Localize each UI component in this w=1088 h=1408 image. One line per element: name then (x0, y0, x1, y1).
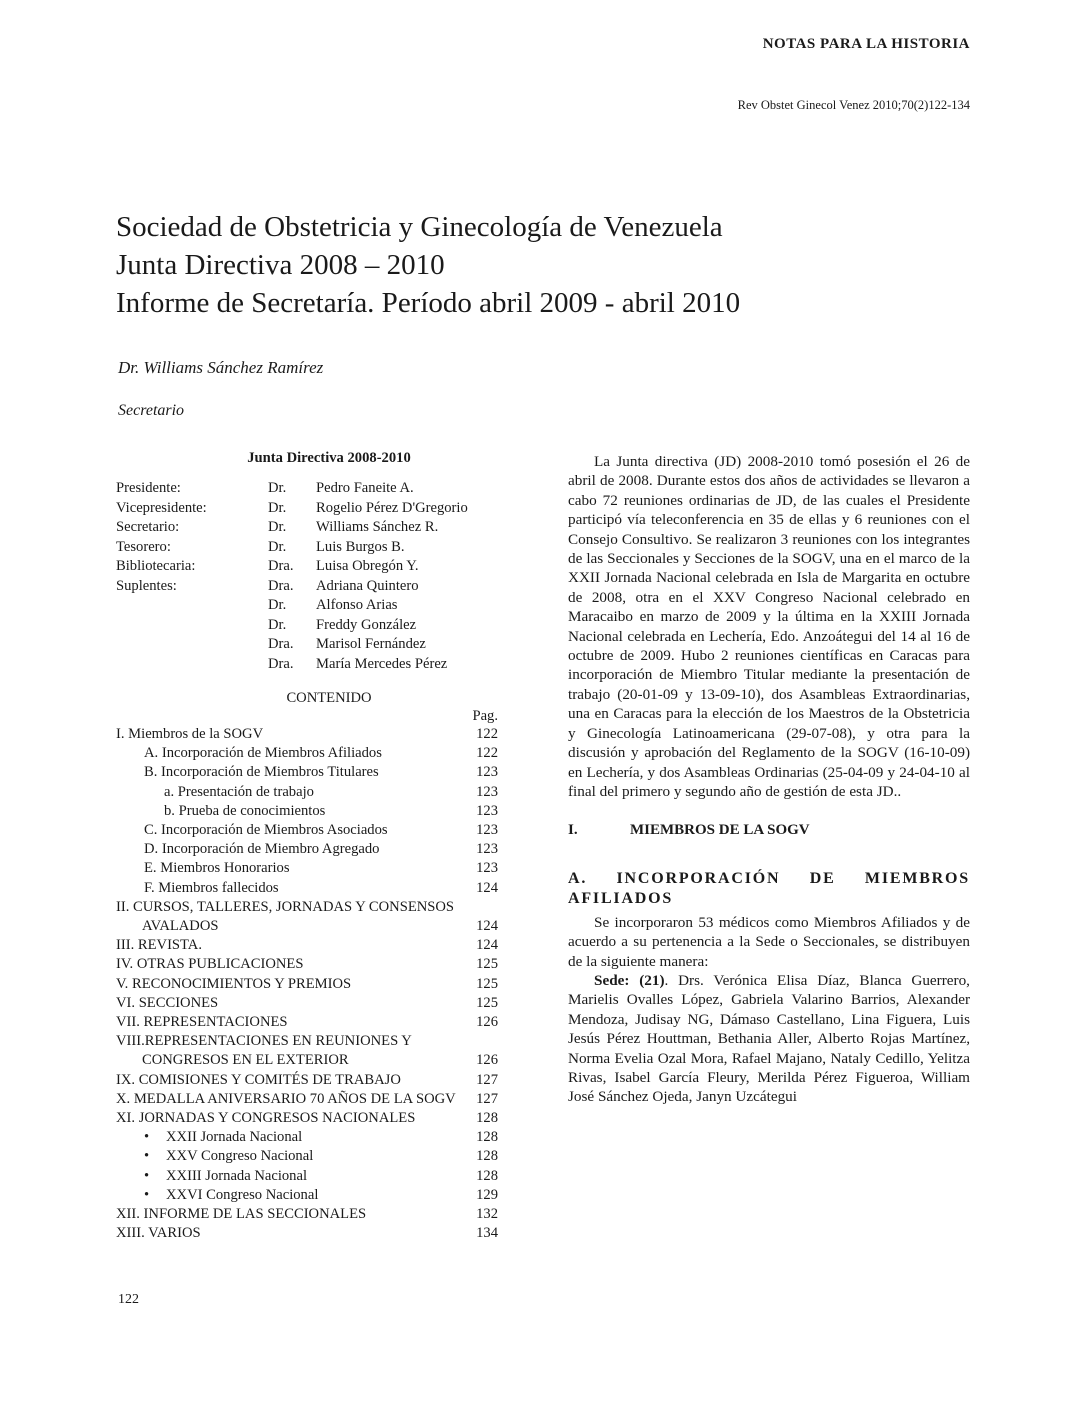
board-member-name: Luis Burgos B. (316, 538, 405, 555)
toc-row (116, 1224, 502, 1243)
section-title: MIEMBROS DE LA SOGV (630, 822, 810, 839)
board-member-title: Dra. (268, 636, 294, 652)
section-heading (568, 821, 970, 840)
board-member-title: Dra. (268, 655, 294, 672)
toc-row (116, 783, 502, 802)
toc-row (116, 879, 502, 898)
left-column (116, 450, 502, 1243)
board-member-title: Dra. (268, 558, 294, 574)
toc-entry-text: X. MEDALLA ANIVERSARIO 70 AÑOS DE LA SOGV (116, 1090, 456, 1107)
toc-entry-label: XXV Congreso Nacional (166, 1148, 314, 1165)
bullet-icon: • (144, 1186, 150, 1203)
board-member-name: Alfonso Arias (316, 597, 398, 613)
toc-entry-text (116, 1167, 464, 1186)
toc-row (116, 1090, 502, 1109)
bullet-icon: • (144, 1148, 150, 1165)
board-member-row (116, 635, 502, 655)
sede-label: Sede: (21) (594, 971, 665, 989)
page-number: 122 (118, 1292, 139, 1307)
board-member-name: Williams Sánchez R. (316, 519, 439, 535)
section-number: I. (568, 822, 578, 839)
toc-row (116, 1147, 502, 1166)
toc-entry-page: 123 (476, 783, 498, 800)
board-member-name: Rogelio Pérez D'Gregorio (316, 499, 468, 516)
toc-entry-page: 126 (476, 1052, 498, 1069)
toc-entry-page: 132 (476, 1206, 498, 1223)
board-member-title: Dr. (268, 538, 287, 555)
board-member-row (116, 616, 502, 636)
contents-page-heading: Pag. (472, 708, 498, 724)
toc-entry-text: XII. INFORME DE LAS SECCIONALES (116, 1206, 367, 1223)
board-role (116, 616, 268, 636)
toc-row (116, 898, 502, 936)
toc-entry-text: VII. REPRESENTACIONES (116, 1014, 288, 1031)
board-member-row (116, 596, 502, 616)
board-role (116, 655, 268, 675)
toc-entry-page: 123 (476, 841, 498, 858)
toc-entry-page: 124 (476, 937, 498, 954)
toc-entry-text: I. Miembros de la SOGV (116, 726, 264, 742)
author-name: Dr. Williams Sánchez Ramírez (118, 358, 324, 377)
toc-entry-page: 128 (476, 1129, 498, 1146)
toc-entry-text: III. REVISTA. (116, 937, 202, 954)
toc-row (116, 1167, 502, 1186)
board-member-title: Dr. (268, 597, 287, 613)
toc-row (116, 1032, 502, 1070)
board-role: Suplentes: (116, 577, 177, 594)
toc-row (116, 1128, 502, 1147)
toc-entry-text: B. Incorporación de Miembros Titulares (144, 764, 379, 781)
toc-entry-page: 134 (476, 1225, 498, 1242)
board-member-name: Freddy González (316, 616, 417, 633)
toc-row (116, 994, 502, 1013)
toc-entry-page: 123 (476, 822, 498, 839)
toc-entry-text: II. CURSOS, TALLERES, JORNADAS Y CONSENSOS AVALADOS (116, 898, 455, 935)
paragraph-2: Se incorporaron 53 médicos como Miembros Afiliados y de acuerdo a su pertenencia a la Sede o Seccionales, se distribuyen de la siguiente manera: (568, 913, 970, 970)
journal-citation: Rev Obstet Ginecol Venez 2010;70(2)122-134 (737, 98, 970, 112)
toc-entry-page: 127 (476, 1090, 498, 1107)
paragraph-sede (568, 971, 970, 1107)
board-member-row (116, 577, 502, 597)
board-member-title: Dr. (268, 519, 287, 535)
board-member-row (116, 538, 502, 558)
toc-entry-text: D. Incorporación de Miembro Agregado (144, 841, 380, 858)
toc-entry-text: VIII.REPRESENTACIONES EN REUNIONES Y CONGRESOS EN EL EXTERIOR (116, 1033, 412, 1069)
toc-entry-page: 127 (476, 1071, 498, 1088)
toc-row (116, 975, 502, 994)
toc-entry-page: 125 (476, 956, 498, 973)
board-member-title: Dr. (268, 499, 287, 516)
toc-entry-page: 122 (476, 745, 498, 762)
toc-row (116, 1109, 502, 1128)
toc-entry-text (116, 1147, 464, 1166)
toc-entry-text: E. Miembros Honorarios (144, 860, 290, 877)
toc-entry-page: 125 (476, 994, 498, 1011)
toc-entry-text: XIII. VARIOS (116, 1225, 201, 1242)
toc-entry-text: b. Prueba de conocimientos (164, 802, 326, 819)
toc-entry-text: VI. SECCIONES (116, 994, 219, 1011)
title-line-2: Junta Directiva 2008 – 2010 (116, 249, 445, 281)
toc-row (116, 802, 502, 821)
toc-entry-page: 123 (476, 860, 498, 877)
toc-row (116, 1013, 502, 1032)
toc-entry-page: 125 (476, 975, 498, 992)
board-member-row (116, 499, 502, 519)
toc-entry-label: XXVI Congreso Nacional (166, 1186, 319, 1203)
board-member-name: Adriana Quintero (316, 577, 419, 594)
board-role (116, 635, 268, 655)
author-role: Secretario (118, 402, 185, 419)
board-member-title: Dr. (268, 480, 287, 496)
board-role: Tesorero: (116, 538, 171, 555)
toc-row (116, 936, 502, 955)
board-member-name: Pedro Faneite A. (316, 480, 414, 496)
toc-entry-text: IV. OTRAS PUBLICACIONES (116, 956, 304, 973)
toc-row (116, 1186, 502, 1205)
board-list (116, 479, 502, 674)
toc-entry-page: 128 (476, 1148, 498, 1165)
toc-row (116, 859, 502, 878)
board-member-name: Luisa Obregón Y. (316, 558, 419, 574)
toc-entry-label: XXII Jornada Nacional (166, 1129, 303, 1146)
title-line-1: Sociedad de Obstetricia y Ginecología de Venezuela (116, 211, 723, 243)
toc-entry-text (116, 1186, 464, 1205)
board-member-title: Dra. (268, 577, 294, 594)
table-of-contents (116, 725, 502, 1243)
board-role: Presidente: (116, 480, 181, 496)
toc-entry-text: V. RECONOCIMIENTOS Y PREMIOS (116, 975, 352, 992)
contents-heading: CONTENIDO (286, 690, 372, 706)
toc-row (116, 821, 502, 840)
toc-entry-page: 124 (476, 879, 498, 896)
toc-row (116, 955, 502, 974)
toc-entry-text: XI. JORNADAS Y CONGRESOS NACIONALES (116, 1110, 416, 1127)
toc-entry-label: XXIII Jornada Nacional (166, 1167, 308, 1184)
subsection-heading: A. INCORPORACIÓN DE MIEMBROS AFILIADOS (568, 869, 970, 907)
bullet-icon: • (144, 1167, 150, 1184)
board-member-row (116, 518, 502, 538)
toc-row (116, 725, 502, 744)
toc-entry-text: C. Incorporación de Miembros Asociados (144, 822, 388, 839)
board-member-row (116, 479, 502, 499)
board-member-title: Dr. (268, 616, 287, 633)
toc-entry-text: A. Incorporación de Miembros Afiliados (144, 745, 382, 762)
board-member-name: María Mercedes Pérez (316, 655, 448, 672)
board-role: Secretario: (116, 519, 180, 535)
board-member-row (116, 557, 502, 577)
toc-entry-text: F. Miembros fallecidos (144, 879, 279, 896)
article-title (116, 208, 740, 322)
right-column (568, 452, 970, 1107)
toc-row (116, 1205, 502, 1224)
toc-row (116, 840, 502, 859)
board-role (116, 596, 268, 616)
section-label: NOTAS PARA LA HISTORIA (762, 36, 970, 52)
toc-entry-page: 123 (476, 802, 498, 819)
title-line-3: Informe de Secretaría. Período abril 2009 - abril 2010 (116, 287, 741, 319)
board-role: Bibliotecaria: (116, 558, 196, 574)
toc-entry-text: a. Presentación de trabajo (164, 783, 314, 800)
toc-row (116, 744, 502, 763)
toc-entry-text: IX. COMISIONES Y COMITÉS DE TRABAJO (116, 1071, 401, 1088)
board-title: Junta Directiva 2008-2010 (247, 450, 411, 466)
toc-entry-page: 129 (476, 1186, 498, 1203)
toc-entry-page: 126 (476, 1014, 498, 1031)
board-role: Vicepresidente: (116, 499, 207, 516)
toc-entry-page: 122 (476, 726, 498, 742)
board-member-row (116, 655, 502, 675)
toc-row (116, 1071, 502, 1090)
toc-entry-page: 128 (476, 1110, 498, 1127)
intro-paragraph: La Junta directiva (JD) 2008-2010 tomó posesión el 26 de abril de 2008. Durante estos dos años de actividades se llevaron a cabo 72 reuniones ordinarias de JD, de las cuales el Presidente participó vía teleconferencia en 35 de ellas y 6 reuniones con el Consejo Consultivo. Se realizaron 3 reuniones con los integrantes de las Seccionales y Secciones de la SOGV, una en el marco de la XXII Jornada Nacional celebrada en Isla de Margarita en octubre de 2008, otra en el XXV Congreso Nacional celebrado en Maracaibo en marzo de 2009 y la última en la XXIII Jornada Nacional celebrada en Lechería, Edo. Anzoátegui del 14 al 16 de octubre de 2009. Hubo 2 reuniones científicas en Caracas para incorporación de Miembro Titular mediante la presentación de trabajo (20-01-09 y 13-09-10), dos Asambleas Extraordinarias, una en Caracas para la elección de los Maestros de la Obstetricia y Ginecología Latinoamericana (29-07-08), y otra para la discusión y aprobación del Reglamento de la SOGV (16-10-09) en Lechería, y dos Asambleas Ordinarias (25-04-09 y 24-04-10 al final del primero y segundo año de gestión de esta JD.. (568, 453, 970, 800)
toc-entry-page: 123 (476, 764, 498, 781)
board-member-name: Marisol Fernández (316, 636, 426, 652)
bullet-icon: • (144, 1129, 150, 1146)
toc-entry-text (116, 1128, 464, 1147)
toc-entry-page: 124 (476, 918, 498, 935)
toc-entry-page: 128 (476, 1167, 498, 1184)
toc-row (116, 763, 502, 782)
sede-text: . Drs. Verónica Elisa Díaz, Blanca Guerrero, Marielis Ovalles López, Gabriela Valarino Barrios, Alexander Mendoza, Judisay NG, Dámaso Castellano, Lina Figuera, Luis Jesús Pérez Houttman, Bethania Aller, Alberto Rojas Martínez, Norma Evelia Ozal Mora, Rafael Majano, Nataly Cedillo, Yelitza Rivas, Isabel García Fleury, Merilda Pérez Figueroa, William José Sánchez Ojeda, Janyn Uzcátegui (568, 971, 970, 1106)
